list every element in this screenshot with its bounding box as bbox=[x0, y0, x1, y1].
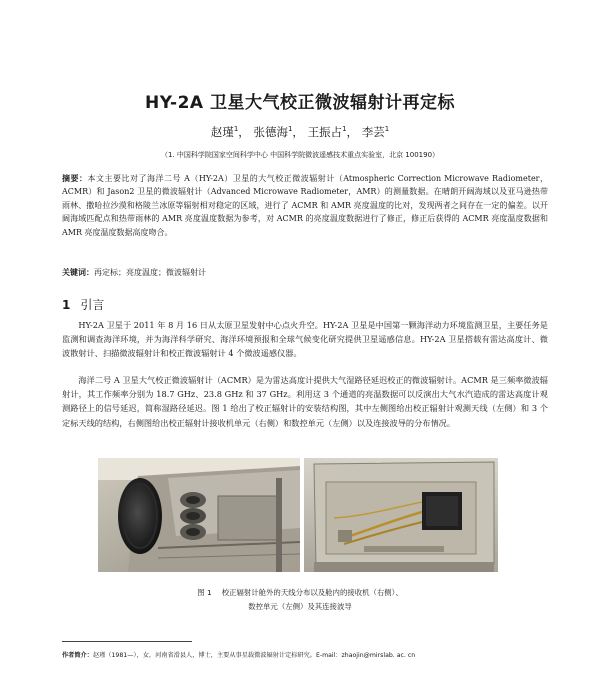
abstract bbox=[62, 172, 548, 239]
author-separator: ， bbox=[346, 125, 359, 139]
keywords-label: 关键词： bbox=[62, 268, 94, 277]
author-affiliation-mark: 1 bbox=[342, 125, 347, 134]
figure-caption-line: 数控单元（左侧）及其连接波导 bbox=[248, 602, 352, 611]
author-separator: ， bbox=[292, 125, 304, 139]
figure-caption-line: 校正辐射计舱外的天线分布以及舱内的接收机（右侧）、 bbox=[221, 588, 403, 597]
section-title: 引言 bbox=[80, 298, 105, 312]
affiliation: （1. 中国科学院国家空间科学中心 中国科学院微波遥感技术重点实验室，北京 100190） bbox=[160, 151, 440, 159]
figure-label: 图 1 bbox=[197, 588, 212, 597]
abstract-text: 本文主要比对了海洋二号 A（HY-2A）卫星的大气校正微波辐射计（Atmospheric Correction Microwave Radiometer，ACMR）和 Jason2 卫星的微波辐射计（Advanced Microwave Radiometer，AMR）的测量数据。在晴朗开阔海域以及亚马逊热带雨林、撒哈拉沙漠和格陵兰冰原等辐射相对稳定的区域，进行了 ACMR 和 AMR 亮度温度的比对，发现两者之间存在一定的偏差。以开阔海域匹配点和热带雨林的 AMR 亮度温度数据为参考，对 ACMR 的亮度温度数据进行了修正，修正后获得的 ACMR 亮度温度数据和 AMR 亮度温度数据高度吻合。 bbox=[62, 174, 549, 237]
author-affiliation-mark: 1 bbox=[384, 125, 390, 134]
author-name: 王振占 bbox=[307, 125, 343, 139]
author-separator: ， bbox=[238, 125, 250, 139]
receiver-photo bbox=[304, 458, 498, 572]
figure-caption bbox=[0, 586, 600, 614]
author-name: 赵瑾 bbox=[210, 125, 234, 139]
author-affiliation-mark: 1 bbox=[233, 125, 239, 134]
footnote-divider bbox=[62, 641, 192, 642]
antenna-photo bbox=[98, 458, 300, 572]
abstract-label: 摘要： bbox=[62, 174, 88, 183]
section-heading bbox=[62, 296, 104, 313]
body-paragraph: 海洋二号 A 卫星大气校正微波辐射计（ACMR）是为雷达高度计提供大气湿路径延迟校正的微波辐射计。ACMR 是三频率微波辐射计，其工作频率分别为 18.7 GHz、23.8 GHz 和 37 GHz。利用这 3 个通道的亮温数据可以反演出大气水汽造成的雷达高度计观测路径上的信号延迟，简称湿路径延迟。图 1 给出了校正辐射计的安装结构图，其中左侧图给出校正辐射计观测天线（左侧）和 3 个定标天线的结构，右侧图给出校正辐射计接收机单元（右侧）和数控单元（左侧）以及连接波导的分布情况。 bbox=[62, 375, 548, 428]
paper-title: HY-2A 卫星大气校正微波辐射计再定标 bbox=[145, 93, 455, 113]
author-affiliation-mark: 1 bbox=[287, 125, 293, 134]
footnote-text: 赵瑾（1981—），女，河南省滑县人，博士，主要从事星载微波辐射计定标研究。E-mail：zhaojin@mirslab. ac. cn bbox=[92, 652, 416, 659]
author-footnote bbox=[62, 650, 552, 659]
body-paragraph: HY-2A 卫星于 2011 年 8 月 16 日从太原卫星发射中心点火升空。HY-2A 卫星是中国第一颗海洋动力环境监测卫星，主要任务是监测和调查海洋环境，并为海洋科学研究、海洋环境预报和全球气候变化研究提供卫星遥感信息。HY-2A 卫星搭载有雷达高度计、微波散射计、扫描微波辐射计和校正微波辐射计 4 个微波遥感仪器。 bbox=[62, 320, 548, 359]
figure-photos bbox=[98, 458, 498, 572]
author-list bbox=[0, 124, 600, 140]
section-number: 1 bbox=[62, 298, 71, 312]
footnote-label: 作者简介： bbox=[62, 652, 93, 659]
author-name: 李芸 bbox=[361, 125, 385, 139]
keywords bbox=[62, 267, 548, 278]
keywords-text: 再定标；亮度温度；微波辐射计 bbox=[94, 268, 206, 277]
author-name: 张德海 bbox=[253, 125, 288, 139]
